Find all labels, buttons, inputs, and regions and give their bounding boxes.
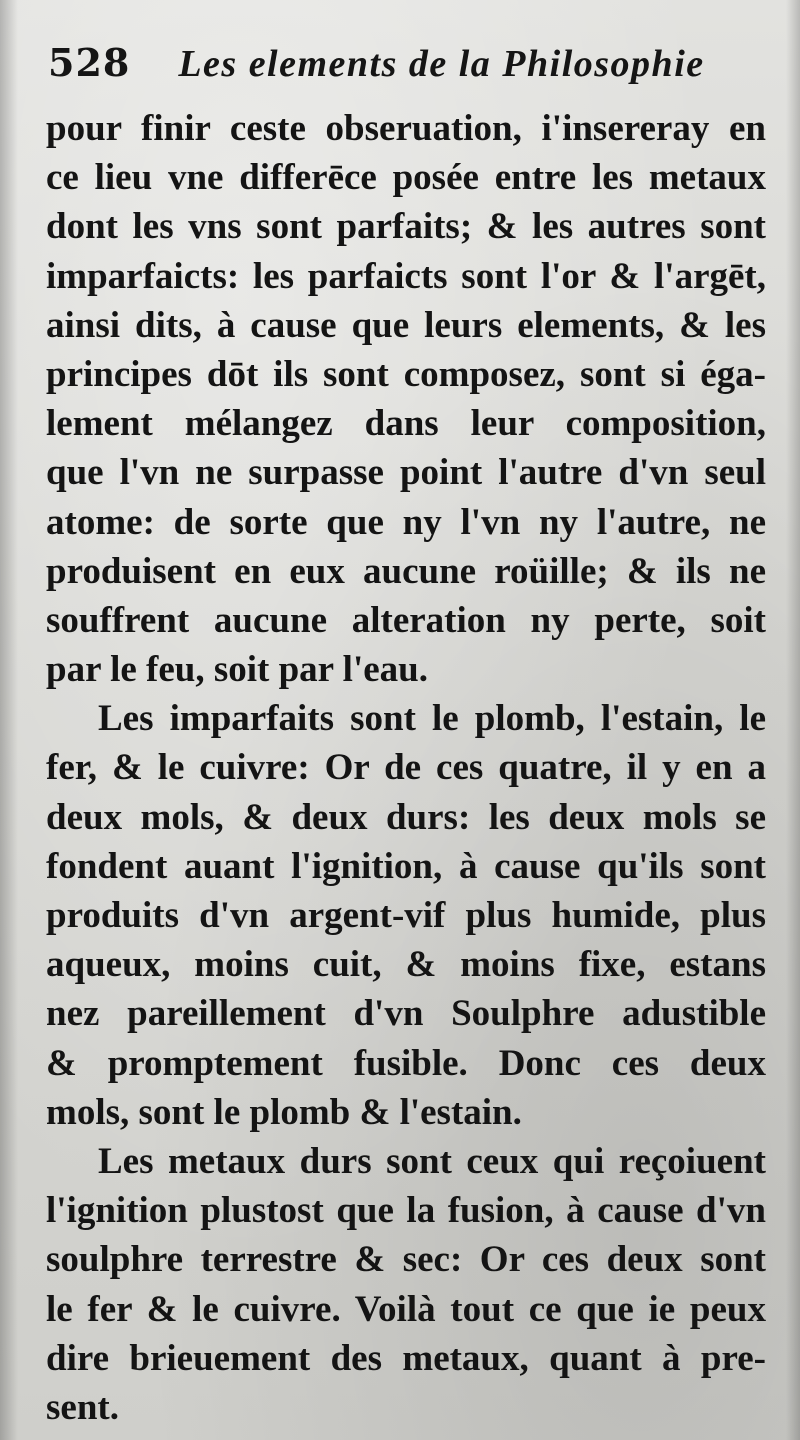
text-line: pour finir ceste obseruation, i'insereray en: [46, 108, 766, 149]
text-line: Les imparfaits sont le plomb, l'estain, le: [98, 698, 766, 740]
text-line: ce lieu vne differēce posée entre les metaux: [46, 157, 766, 199]
text-line: produisent en eux aucune roüille; & ils ne: [46, 550, 766, 592]
text-line: que l'vn ne surpasse point l'autre d'vn seul: [46, 452, 766, 494]
text-line: imparfaicts: les parfaicts sont l'or & l'argēt,: [46, 255, 766, 297]
text-line: atome: de sorte que ny l'vn ny l'autre, ne: [46, 501, 766, 543]
text-line: ainsi dits, à cause que leurs elements, & les: [46, 304, 766, 346]
text-line: soulphre terrestre & sec: Or ces deux sont: [46, 1239, 766, 1281]
text-line: aqueux, moins cuit, & moins fixe, estans: [46, 944, 766, 986]
text-line: fer, & le cuivre: Or de ces quatre, il y en a: [46, 747, 766, 789]
text-line: fondent auant l'ignition, à cause qu'ils sont: [46, 845, 766, 887]
text-line: & promptement fusible. Donc ces deux: [46, 1042, 766, 1084]
text-line: nez pareillement d'vn Soulphre adustible: [46, 993, 766, 1035]
text-line: produits d'vn argent-vif plus humide, plus: [46, 895, 766, 936]
running-title: Les elements de la Philosophie: [178, 43, 705, 85]
text-line: l'ignition plustost que la fusion, à cause d'vn: [46, 1190, 766, 1232]
text-line: mols, sont le plomb & l'estain.: [46, 1091, 522, 1133]
text-line: dont les vns sont parfaits; & les autres sont: [46, 206, 766, 248]
body-text: [46, 104, 766, 1432]
text-line: sent.: [46, 1386, 119, 1428]
text-line: le fer & le cuivre. Voilà tout ce que ie peux: [46, 1288, 766, 1330]
page-number: 528: [48, 40, 131, 85]
text-line: principes dōt ils sont composez, sont si éga-: [46, 353, 766, 395]
running-head: [48, 40, 760, 96]
text-line: Les metaux durs sont ceux qui reçoiuent: [98, 1140, 766, 1182]
text-line: dire brieuement des metaux, quant à pre-: [46, 1337, 766, 1379]
text-line: lement mélangez dans leur composition,: [46, 403, 766, 445]
text-line: par le feu, soit par l'eau.: [46, 649, 428, 691]
text-line: deux mols, & deux durs: les deux mols se: [46, 796, 766, 838]
text-line: souffrent aucune alteration ny perte, soit: [46, 599, 766, 641]
